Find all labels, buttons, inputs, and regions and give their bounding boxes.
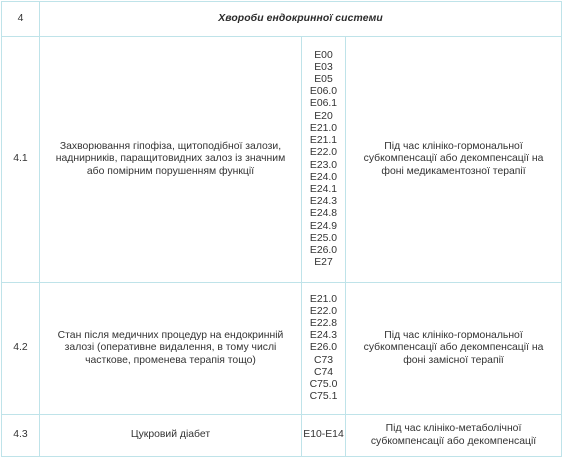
diagnosis-code: E24.8 [309,208,338,220]
diagnosis-code: E26.0 [309,342,338,354]
diagnosis-code: E05 [314,74,333,86]
section-number: 4 [2,2,40,37]
row-condition-cell [346,415,562,457]
row-codes [302,429,345,441]
diagnosis-code: E21.0 [309,122,338,134]
diagnosis-code: E24.0 [309,171,338,183]
row-condition: Під час клініко-гормональної субкомпенсації або декомпенсації на фоні медикаментозної терапії [363,141,544,177]
row-description-cell [40,283,302,415]
row-codes [302,294,345,404]
diagnosis-code: E22.0 [309,147,338,159]
diagnosis-code: E24.1 [309,183,338,195]
diagnosis-code: E00 [314,49,333,61]
diagnosis-code: C75.1 [309,391,338,403]
diagnosis-code: E22.0 [309,305,338,317]
table-row [2,283,562,415]
section-title: Хвороби ендокринної системи [40,2,562,37]
row-condition-cell [346,37,562,283]
row-description-cell [40,415,302,457]
row-codes [302,50,345,270]
row-codes-cell [302,37,346,283]
diagnosis-code: E03 [314,61,333,73]
row-condition-cell [346,283,562,415]
row-description: Захворювання гіпофіза, щитоподібної залози, наднирників, паращитовидних залоз із значним або помірним порушенням функції [55,141,286,177]
diagnosis-code: E10-E14 [303,429,344,441]
diagnosis-code: E20 [314,110,333,122]
row-description-cell [40,37,302,283]
table-row [2,415,562,457]
row-condition: Під час клініко-метаболічної субкомпенсації або декомпенсації [370,423,537,447]
row-codes-cell [302,415,346,457]
diagnosis-code: E27 [314,257,333,269]
diagnosis-code: E21.1 [309,135,338,147]
diagnosis-code: E21.0 [309,293,338,305]
diagnosis-code: E24.3 [309,330,338,342]
table-row [2,37,562,283]
diagnosis-code: E22.8 [309,317,338,329]
diagnosis-code: E23.0 [309,159,338,171]
diagnosis-code: C75.0 [309,379,338,390]
diagnosis-code: E24.9 [309,220,338,232]
row-description: Стан після медичних процедур на ендокринній залозі (оперативне видалення, в тому числі часткове, променева терапія тощо) [57,330,284,366]
disease-table [1,1,562,457]
row-number: 4.3 [2,415,40,457]
section-header-row [2,2,562,37]
row-number: 4.2 [2,283,40,415]
diagnosis-code: E06.0 [309,86,338,98]
row-number: 4.1 [2,37,40,283]
diagnosis-code: E06.1 [309,98,338,110]
diagnosis-code: E25.0 [309,232,338,244]
diagnosis-code: C74 [313,366,334,378]
diagnosis-code: E24.3 [309,196,338,208]
diagnosis-code: C73 [313,354,334,366]
row-condition: Під час клініко-гормональної субкомпенсації або декомпенсації на фоні замісної терапії [363,330,544,366]
row-description: Цукровий діабет [130,429,211,441]
row-codes-cell [302,283,346,415]
diagnosis-code: E26.0 [309,244,338,256]
